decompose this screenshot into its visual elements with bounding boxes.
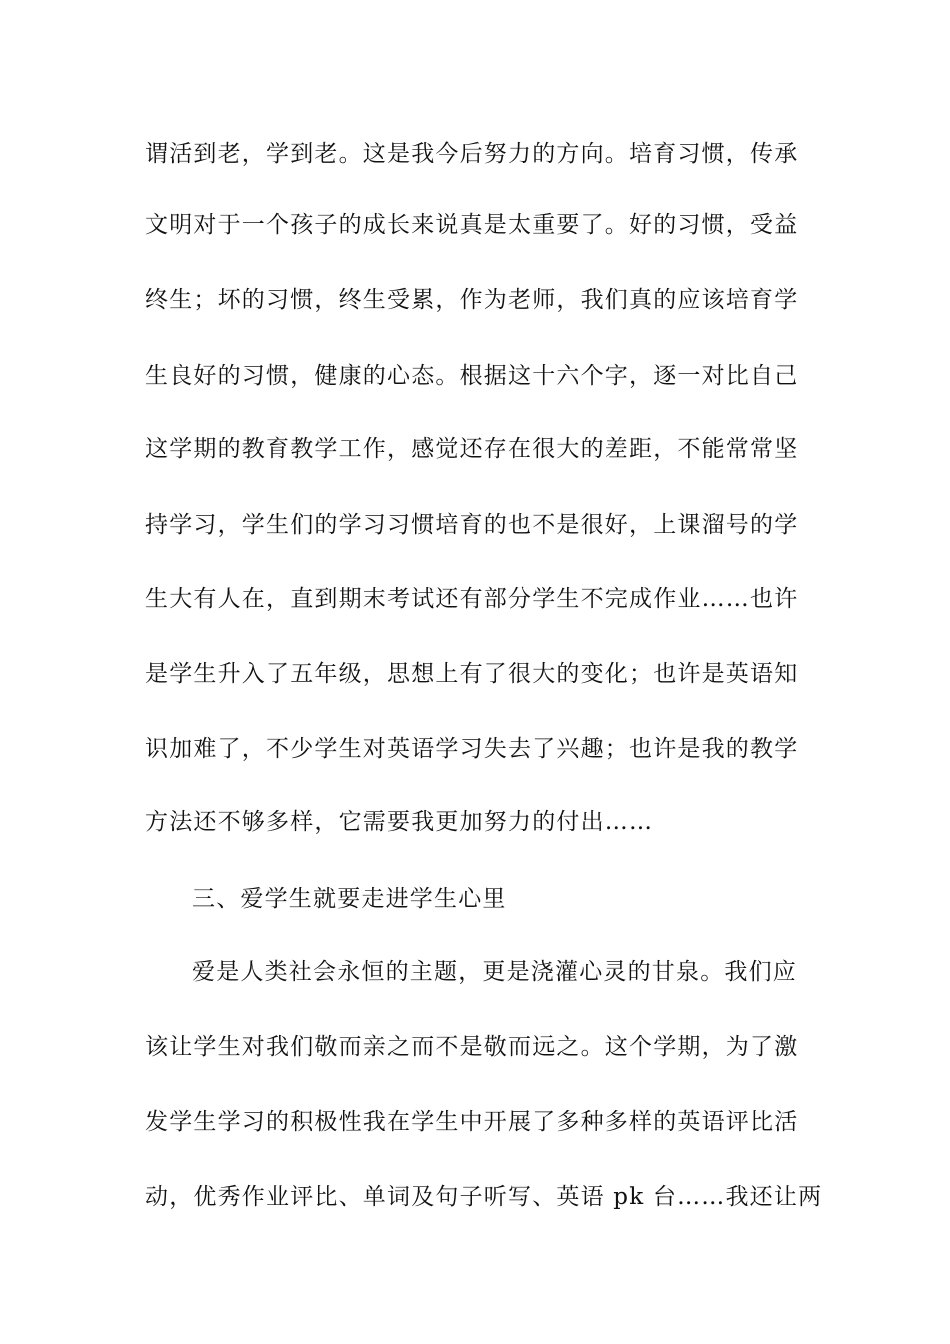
paragraph2-line-2: 该让学生对我们敬而亲之而不是敬而远之。这个学期，为了激 bbox=[145, 1034, 799, 1060]
paragraph2-line-3: 发学生学习的积极性我在学生中开展了多种多样的英语评比活 bbox=[145, 1109, 799, 1135]
text-line-1: 谓活到老，学到老。这是我今后努力的方向。培育习惯，传承 bbox=[145, 141, 799, 167]
text-line-5: 这学期的教育教学工作，感觉还存在很大的差距，不能常常坚 bbox=[145, 436, 799, 462]
text-line-8: 是学生升入了五年级，思想上有了很大的变化；也许是英语知 bbox=[145, 661, 799, 687]
text-line-4: 生良好的习惯，健康的心态。根据这十六个字，逐一对比自己 bbox=[145, 363, 799, 389]
text-line-2: 文明对于一个孩子的成长来说真是太重要了。好的习惯，受益 bbox=[145, 212, 799, 238]
section-heading: 三、爱学生就要走进学生心里 bbox=[192, 886, 507, 912]
paragraph2-line-4: 动，优秀作业评比、单词及句子听写、英语 pk 台……我还让两 bbox=[145, 1184, 823, 1210]
text-line-10: 方法还不够多样，它需要我更加努力的付出…… bbox=[145, 809, 654, 835]
text-line-6: 持学习，学生们的学习习惯培育的也不是很好，上课溜号的学 bbox=[145, 512, 799, 538]
text-line-7: 生大有人在，直到期末考试还有部分学生不完成作业……也许 bbox=[145, 586, 799, 612]
text-line-9: 识加难了，不少学生对英语学习失去了兴趣；也许是我的教学 bbox=[145, 736, 799, 762]
text-line-3: 终生；坏的习惯，终生受累，作为老师，我们真的应该培育学 bbox=[145, 287, 799, 313]
paragraph2-line-1: 爱是人类社会永恒的主题，更是浇灌心灵的甘泉。我们应 bbox=[192, 959, 797, 985]
